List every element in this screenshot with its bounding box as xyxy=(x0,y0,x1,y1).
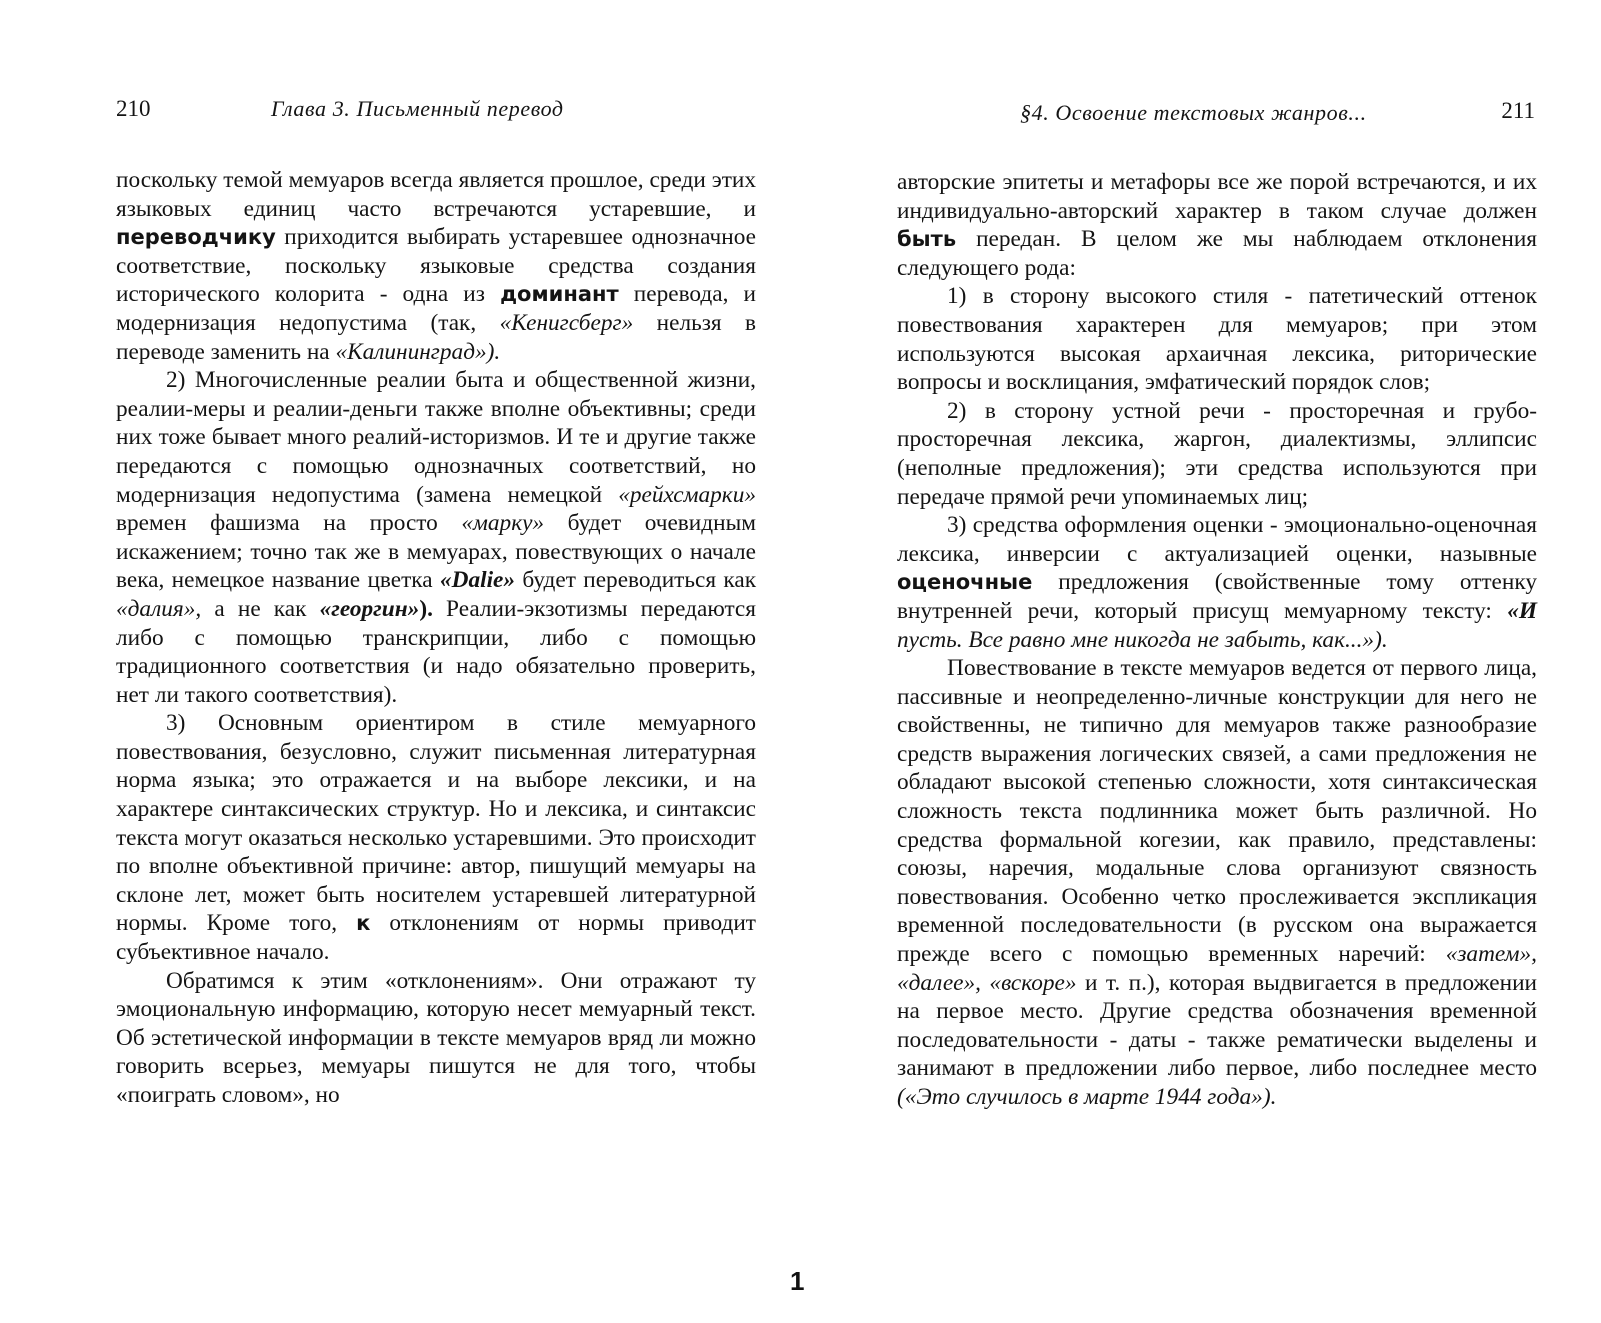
left-page-body xyxy=(116,166,756,1110)
text-run: отклонениям от нормы приводит субъективное начало. xyxy=(116,910,756,966)
bold-term: оценочные xyxy=(897,570,1033,595)
text-run: перевода, и модернизация недопустима (так, xyxy=(116,281,756,336)
text-run: и т. п.), которая выдвигается в предложении на первое место. Другие средства обозначения временной последовательности - даты - также рематически выделены и занимают в предложении либо первое, либо последнее место xyxy=(897,969,1538,1082)
right-page-number: 211 xyxy=(1501,98,1535,123)
right-paragraph-4 xyxy=(897,511,1537,654)
italic-example: «Калининград»). xyxy=(335,338,501,365)
bold-italic-example: «Dalie» xyxy=(439,567,516,594)
bold-punctuation: ). xyxy=(419,595,433,622)
italic-example: «затем», «далее», «вскоре» xyxy=(897,941,1537,996)
right-running-head: §4. Освоение текстовых жанров... xyxy=(1020,100,1367,125)
text-run: нельзя в переводе заменить на xyxy=(116,309,756,365)
text-run: Реалии-экзотизмы передаются либо с помощью транскрипции, либо с помощью традиционного соответствия (и надо обязательно проверить, нет ли такого соответствия). xyxy=(116,595,756,708)
bold-term: к xyxy=(356,911,371,936)
text-run: времен фашизма на просто xyxy=(116,510,462,537)
left-running-head: Глава 3. Письменный перевод xyxy=(271,96,564,121)
bold-term: переводчику xyxy=(116,225,276,250)
right-paragraph-1 xyxy=(897,168,1537,282)
text-run: 1) в сторону высокого стиля - патетический оттенок повествования характерен для мемуаров; при этом используются высокая архаичная лексика, риторические вопросы и восклицания, эмфатический порядок слов; xyxy=(897,283,1537,396)
right-paragraph-5 xyxy=(897,654,1537,1112)
italic-example: «рейхсмарки» xyxy=(618,481,756,508)
bold-term: быть xyxy=(897,227,957,252)
text-run: передан. В целом же мы наблюдаем отклонения следующего рода: xyxy=(897,226,1537,281)
text-run: предложения (свойственные тому оттенку внутренней речи, который присущ мемуарному тексту: xyxy=(897,569,1537,624)
scan-page-counter: 1 xyxy=(790,1266,805,1296)
text-run: Повествование в тексте мемуаров ведется от первого лица, пассивные и неопределенно-личные конструкции для него не свойственны, не типично для мемуаров также разнообразие средств выражения логических связей, а сами предложения не обладают высокой степенью сложности, хотя синтаксическая сложность текста подлинника может быть различной. Но средства формальной когезии, как правило, представлены: союзы, наречия, модальные слова организуют связность повествования. Особенно четко прослеживается экспликация временной последовательности (в русском она выражается прежде всего с помощью временных наречий: xyxy=(897,655,1537,968)
bold-italic-example: «георгин» xyxy=(319,595,420,622)
left-page-header xyxy=(116,96,756,126)
text-run: а не как xyxy=(201,595,320,622)
bold-italic-example: «И xyxy=(1507,597,1537,624)
left-page-number: 210 xyxy=(116,96,151,121)
italic-example: «Кенигсберг» xyxy=(499,309,634,336)
text-run: будет очевидным искажением; точно так же в мемуарах, повествующих о начале века, немецкое название цветка xyxy=(116,510,756,594)
bold-term: доминант xyxy=(500,282,619,307)
right-paragraph-3 xyxy=(897,397,1537,511)
text-run: Обратимся к этим «отклонениям». Они отражают ту эмоциональную информацию, которую несет мемуарный текст. Об эстетической информации в тексте мемуаров вряд ли можно говорить всерьез, мемуары пишутся не для того, чтобы «поиграть словом», но xyxy=(116,967,756,1108)
text-run: авторские эпитеты и метафоры все же порой встречаются, и их индивидуально-авторский характер в таком случае должен xyxy=(897,169,1537,224)
text-run: будет переводиться как xyxy=(515,567,757,594)
text-run: 3) Основным ориентиром в стиле мемуарного повествования, безусловно, служит письменная литературная норма языка; это отражается и на выборе лексики, и на характере синтаксических структур. Но и лексика, и синтаксис текста могут оказаться несколько устаревшими. Это происходит по вполне объективной причине: автор, пишущий мемуары на склоне лет, может быть носителем устаревшей литературной нормы. Кроме того, xyxy=(116,710,756,937)
italic-example: пусть. Все равно мне никогда не забыть, как...»). xyxy=(897,626,1388,653)
right-page xyxy=(897,0,1537,1250)
text-run: 2) в сторону устной речи - просторечная и грубо-просторечная лексика, жаргон, диалектизмы, эллипсис (неполные предложения); эти средства используются при передаче прямой речи упоминаемых лиц; xyxy=(897,397,1537,510)
left-paragraph-3 xyxy=(116,709,756,966)
left-paragraph-4 xyxy=(116,967,756,1110)
right-page-body xyxy=(897,168,1537,1112)
text-run: поскольку темой мемуаров всегда является прошлое, среди этих языковых единиц часто встречаются устаревшие, и xyxy=(116,167,756,222)
right-paragraph-2 xyxy=(897,282,1537,396)
text-run: приходится выбирать устаревшее однозначное соответствие, поскольку языковые средства создания исторического колорита - одна из xyxy=(116,224,756,308)
left-paragraph-1 xyxy=(116,166,756,366)
text-run: 2) Многочисленные реалии быта и общественной жизни, реалии-меры и реалии-деньги также вполне объективны; среди них тоже бывает много реалий-историзмов. И те и другие также передаются с помощью однозначных соответствий, но модернизация недопустима (замена немецкой xyxy=(116,367,756,508)
text-run: 3) средства оформления оценки - эмоционально-оценочная лексика, инверсии с актуализацией оценки, назывные xyxy=(897,512,1537,567)
right-page-header xyxy=(897,96,1537,126)
left-page xyxy=(116,0,756,1250)
italic-example: («Это случилось в марте 1944 года»). xyxy=(897,1084,1277,1110)
left-paragraph-2 xyxy=(116,366,756,709)
italic-example: «далия», xyxy=(116,595,202,622)
italic-example: «марку» xyxy=(461,510,545,537)
